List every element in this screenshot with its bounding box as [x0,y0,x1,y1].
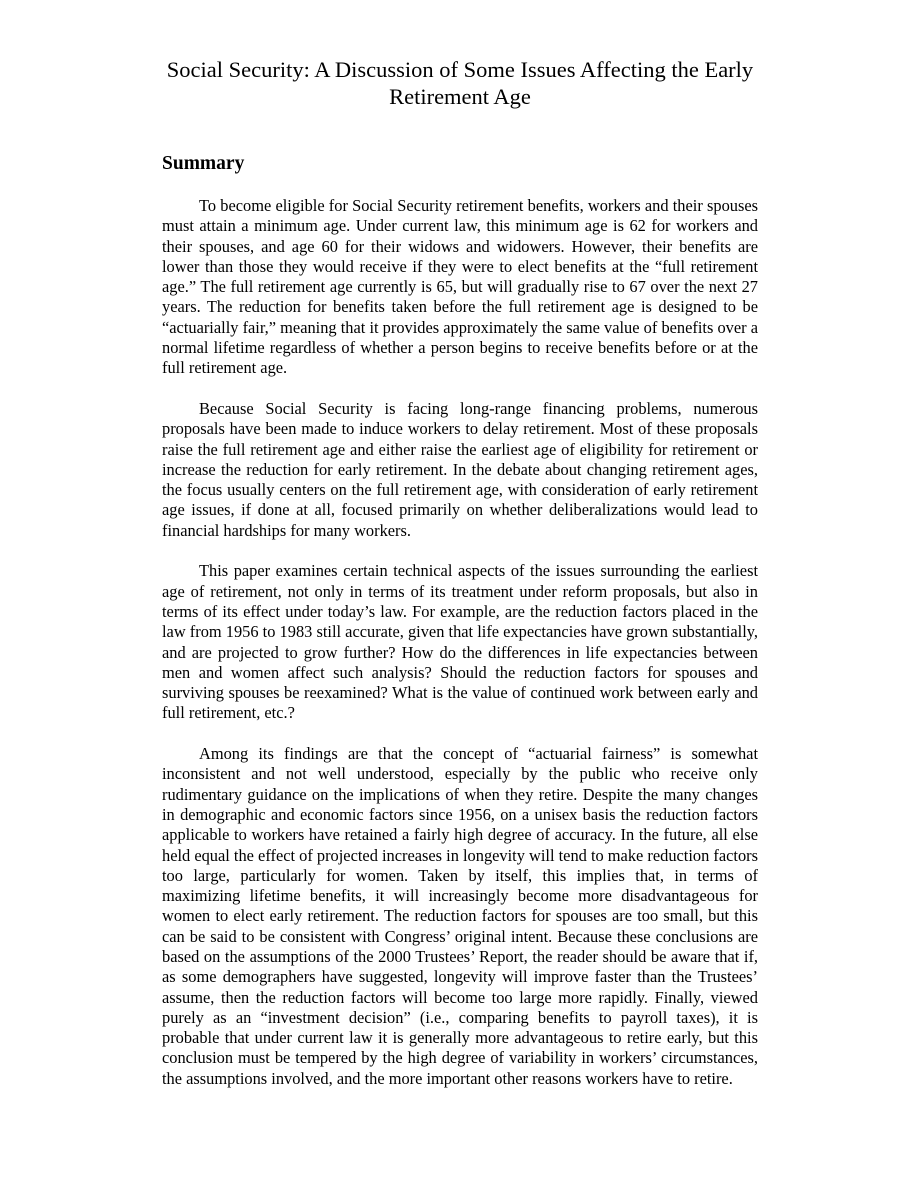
summary-paragraph: Because Social Security is facing long-range financing problems, numerous proposals have been made to induce workers to delay retirement. Most of these proposals raise the full retirement age and either raise the earliest age of eligibility for retirement or increase the reduction for early retirement. In the debate about changing retirement ages, the focus usually centers on the full retirement age, with consideration of early retirement age issues, if done at all, focused primarily on whether deliberalizations would lead to financial hardships for many workers. [162,398,758,540]
summary-paragraph: Among its findings are that the concept of “actuarial fairness” is somewhat inconsistent and not well understood, especially by the public who receive only rudimentary guidance on the implications of when they retire. Despite the many changes in demographic and economic factors since 1956, on a unisex basis the reduction factors applicable to workers have retained a fairly high degree of accuracy. In the future, all else held equal the effect of projected increases in longevity will tend to make reduction factors too large, particularly for women. Taken by itself, this implies that, in terms of maximizing lifetime benefits, it will increasingly become more disadvantageous for women to elect early retirement. The reduction factors for spouses are too small, but this can be said to be consistent with Congress’ original intent. Because these conclusions are based on the assumptions of the 2000 Trustees’ Report, the reader should be aware that if, as some demographers have suggested, longevity will improve faster than the Trustees’ assume, then the reduction factors will become too large more rapidly. Finally, viewed purely as an “investment decision” (i.e., comparing benefits to payroll taxes), it is probable that under current law it is generally more advantageous to retire early, but this conclusion must be tempered by the high degree of variability in workers’ circumstances, the assumptions involved, and the more important other reasons workers have to retire. [162,744,758,1088]
summary-body [162,196,758,1089]
document-page [162,56,758,1109]
section-heading-summary: Summary [162,153,245,174]
summary-paragraph: To become eligible for Social Security retirement benefits, workers and their spouses must attain a minimum age. Under current law, this minimum age is 62 for workers and their spouses, and age 60 for their widows and widowers. However, their benefits are lower than those they would receive if they were to elect benefits at the “full retirement age.” The full retirement age currently is 65, but will gradually rise to 67 over the next 27 years. The reduction for benefits taken before the full retirement age is designed to be “actuarially fair,” meaning that it provides approximately the same value of benefits over a normal lifetime regardless of whether a person begins to receive benefits before or at the full retirement age. [162,196,758,378]
document-title: Social Security: A Discussion of Some Issues Affecting the Early Retirement Age [166,57,754,109]
summary-paragraph: This paper examines certain technical aspects of the issues surrounding the earliest age of retirement, not only in terms of its treatment under reform proposals, but also in terms of its effect under today’s law. For example, are the reduction factors placed in the law from 1956 to 1983 still accurate, given that life expectancies have grown substantially, and are projected to grow further? How do the differences in life expectancies between men and women affect such analysis? Should the reduction factors for spouses and surviving spouses be reexamined? What is the value of continued work between early and full retirement, etc.? [162,561,758,723]
